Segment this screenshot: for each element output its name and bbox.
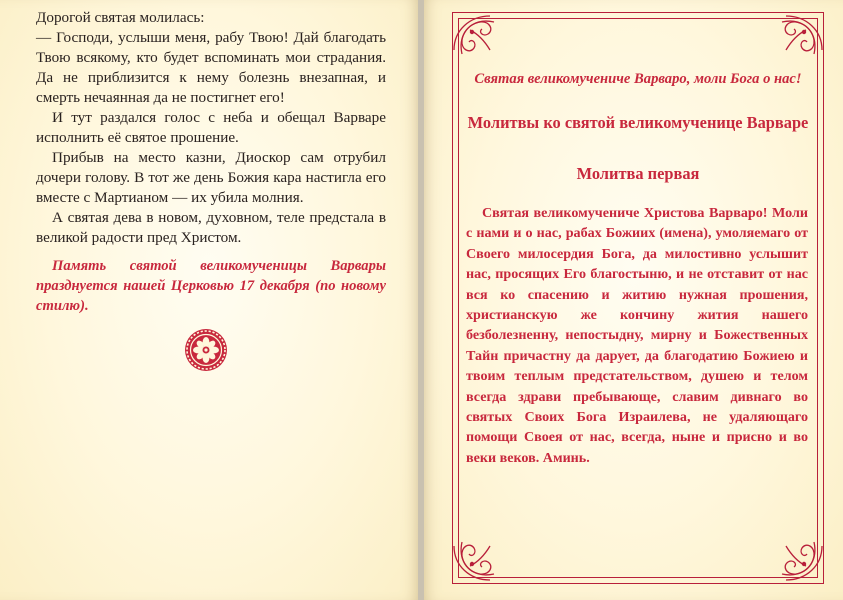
invocation-subtitle: Святая великомучениче Варваро, моли Бога о нас! — [474, 71, 802, 87]
paragraph-execution: Прибыв на место казни, Диоскор сам отрубил дочери голову. В тот же день Божия кара настигла его вместе с Мартианом — их убила молния. — [36, 149, 386, 206]
paragraph-prayer-quote: — Господи, услыши меня, рабу Твою! Дай благодать Твою всякому, кто будет вспоминать мои страдания. Да не приблизится к нему болезнь внезапная, и смерть нечаянная да не постигнет его! — [36, 29, 386, 106]
flourish-corner-icon — [450, 10, 516, 76]
flourish-corner-icon — [450, 520, 516, 586]
left-page-text — [36, 8, 386, 248]
prayer-text: Святая великомучениче Христова Варваро! Моли с нами и о нас, рабах Божиих (имена), умоляемаго от Своего милосердия Бога, да милостивно услышит нас, просящих Его благостыню, и не отставит от нас вся ко спасению и житию нужная прошения, христианскую же кончину жития нашего безболезненну, непостыдну, мирну и Божественных Тайн причастну да дарует, да благодатию Божиею и твоим теплым предстательством, душею и телом всегда здрави пребывающе, славим дивнаго во святых Своих Бога Израилева, не удаляющаго помощи Своея от нас, всегда, ныне и присно и во веки веков. Аминь. — [466, 205, 808, 466]
rosette-icon — [183, 327, 229, 373]
prayer-heading: Молитва первая — [576, 164, 700, 183]
flourish-corner-icon — [760, 520, 826, 586]
paragraph-glory: А святая дева в новом, духовном, теле предстала в великой радости пред Христом. — [36, 209, 386, 246]
section-title: Молитвы ко святой великомученице Варваре — [467, 113, 809, 132]
flourish-corner-icon — [760, 10, 826, 76]
memorial-note: Память святой великомученицы Варвары празднуется нашей Церковью 17 декабря (по новому стилю). — [36, 258, 386, 314]
paragraph-voice: И тут раздался голос с неба и обещал Варваре исполнить её святое прошение. — [36, 109, 386, 146]
paragraph-intro: Дорогой святая молилась: — [36, 9, 205, 26]
